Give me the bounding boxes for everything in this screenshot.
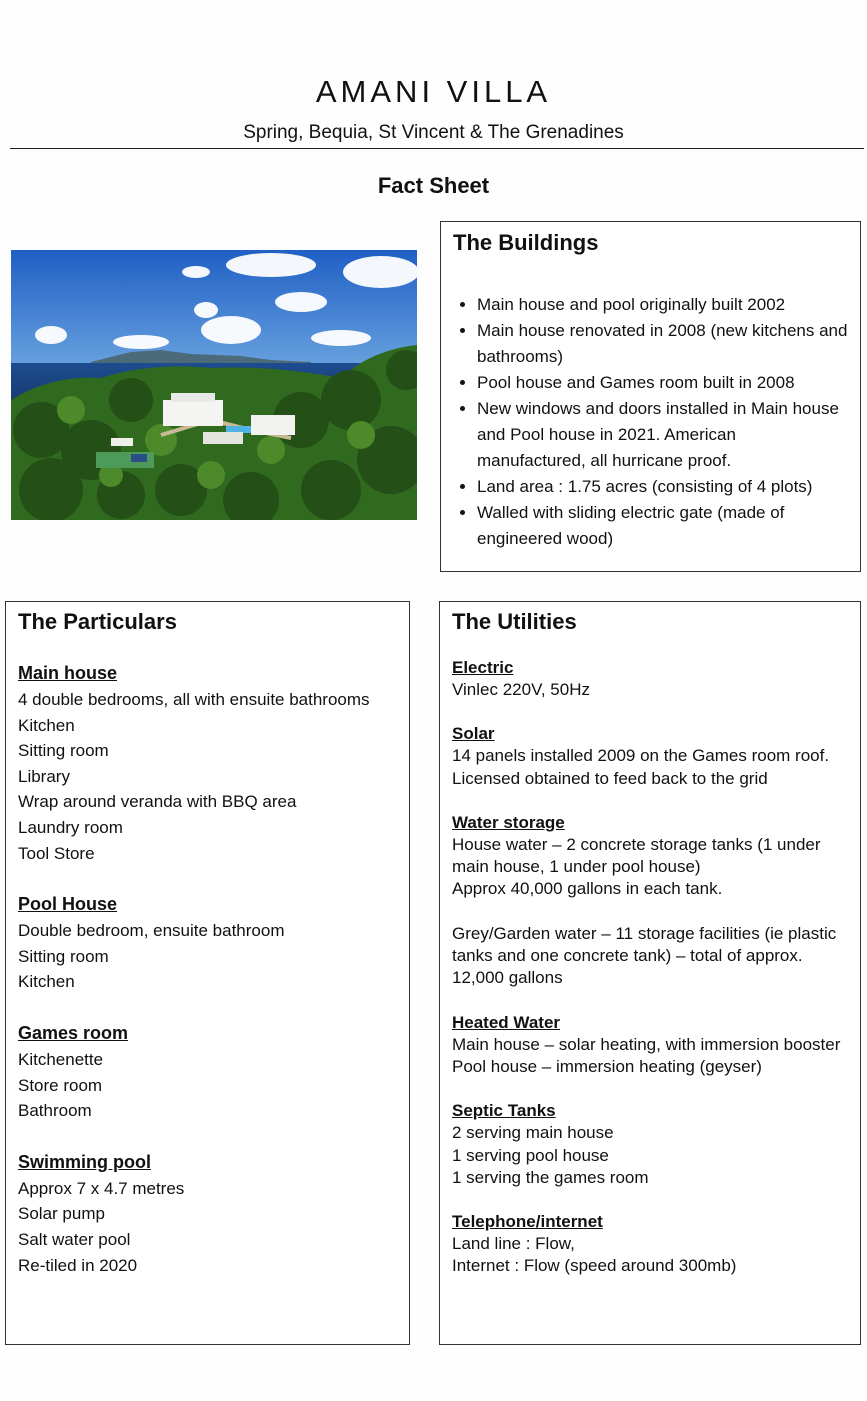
heated-water-section — [452, 1012, 848, 1079]
list-item: • Main house renovated in 2008 (new kitchens and bathrooms) — [477, 318, 848, 370]
section-line: Sitting room — [18, 946, 109, 966]
particulars-panel — [5, 601, 410, 1345]
section-line: Sitting room — [18, 741, 109, 761]
section-title: Septic Tanks — [452, 1101, 556, 1121]
section-line: Kitchenette — [18, 1049, 104, 1069]
section-line: Re-tiled in 2020 — [18, 1255, 138, 1275]
utilities-heading: The Utilities — [452, 609, 577, 634]
section-line: Approx 7 x 4.7 metres — [18, 1178, 185, 1198]
section-line: Kitchen — [18, 715, 75, 735]
section-line: Internet : Flow (speed around 300mb) — [452, 1256, 737, 1276]
telephone-internet-section — [452, 1211, 848, 1278]
section-line: 1 serving pool house — [452, 1145, 609, 1165]
section-line: Kitchen — [18, 972, 75, 992]
section-line: Vinlec 220V, 50Hz — [452, 680, 590, 699]
section-title: Water storage — [452, 812, 565, 832]
section-line: Licensed obtained to feed back to the grid — [452, 768, 768, 788]
section-line: 1 serving the games room — [452, 1167, 649, 1187]
section-line: 14 panels installed 2009 on the Games room roof. — [452, 746, 830, 766]
section-line: Double bedroom, ensuite bathroom — [18, 921, 285, 941]
section-line: 2 serving main house — [452, 1123, 614, 1143]
main-house-section — [18, 661, 397, 866]
section-line: Wrap around veranda with BBQ area — [18, 792, 297, 812]
list-item: • Pool house and Games room built in 2008 — [477, 370, 848, 396]
septic-tanks-section — [452, 1100, 848, 1189]
location-subtitle: Spring, Bequia, St Vincent & The Grenadines — [243, 122, 624, 143]
pool-house-section — [18, 892, 397, 995]
list-item: • Walled with sliding electric gate (made of engineered wood) — [477, 500, 848, 552]
water-storage-section — [452, 812, 848, 990]
section-title: Games room — [18, 1022, 129, 1043]
section-line: Library — [18, 766, 70, 786]
section-line: Grey/Garden water – 11 storage facilities (ie plastic tanks and one concrete tank) – total of approx. 12,000 gallons — [452, 923, 837, 988]
section-title: Solar — [452, 724, 495, 744]
swimming-pool-section — [18, 1150, 397, 1278]
section-line: Salt water pool — [18, 1229, 131, 1249]
section-title: Pool House — [18, 894, 118, 915]
section-title: Telephone/internet — [452, 1212, 603, 1232]
section-line: Solar pump — [18, 1204, 105, 1224]
list-item: • Main house and pool originally built 2002 — [477, 292, 848, 318]
section-line: Tool Store — [18, 843, 95, 863]
section-line: Store room — [18, 1075, 103, 1095]
buildings-heading: The Buildings — [453, 230, 599, 255]
section-line: Laundry room — [18, 817, 123, 837]
list-item: • New windows and doors installed in Main house and Pool house in 2021. American manufactured, all hurricane proof. — [477, 396, 848, 474]
buildings-panel — [440, 221, 861, 572]
section-line: Approx 40,000 gallons in each tank. — [452, 879, 723, 899]
particulars-heading: The Particulars — [18, 609, 177, 634]
games-room-section — [18, 1021, 397, 1124]
section-title: Electric — [452, 658, 514, 677]
utilities-panel — [439, 601, 861, 1345]
buildings-list — [453, 292, 848, 552]
section-title: Swimming pool — [18, 1151, 151, 1172]
section-title: Heated Water — [452, 1012, 561, 1032]
section-line: Main house – solar heating, with immersion booster — [452, 1034, 841, 1054]
section-line: Bathroom — [18, 1101, 92, 1121]
section-line: House water – 2 concrete storage tanks (1 under main house, 1 under pool house) — [452, 834, 821, 877]
list-item: • Land area : 1.75 acres (consisting of 4 plots) — [477, 474, 848, 500]
electric-section — [452, 657, 848, 701]
solar-section — [452, 723, 848, 790]
section-title: Main house — [18, 663, 118, 683]
page-title: AMANI VILLA — [315, 74, 552, 109]
section-line: 4 double bedrooms, all with ensuite bathrooms — [18, 690, 370, 709]
header-divider — [10, 148, 864, 149]
document-label: Fact Sheet — [377, 173, 490, 198]
section-line: Pool house – immersion heating (geyser) — [452, 1056, 762, 1076]
villa-aerial-photo — [11, 250, 417, 520]
paragraph-gap — [452, 901, 848, 923]
section-line: Land line : Flow, — [452, 1234, 575, 1254]
